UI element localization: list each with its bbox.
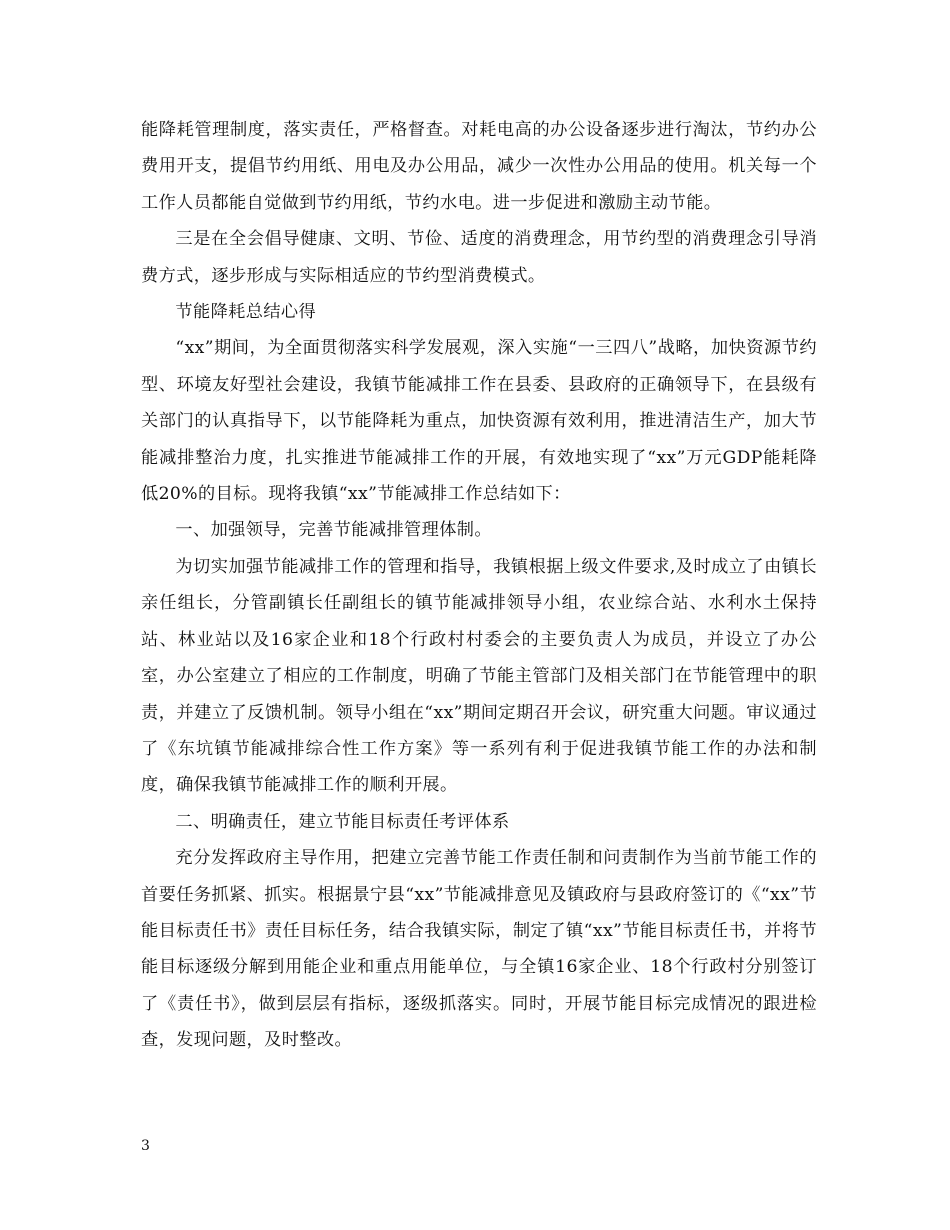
- heading-1: 一、加强领导，完善节能减排管理体制。: [175, 520, 492, 541]
- document-body: [141, 112, 817, 1059]
- heading-2: 二、明确责任，建立节能目标责任考评体系: [175, 811, 510, 832]
- paragraph-responsibility: 充分发挥政府主导作用，把建立完善节能工作责任制和问责制作为当前节能工作的首要任务抓紧、抓实。根据景宁县“xx”节能减排意见及镇政府与县政府签订的《“xx”节能目标责任书》责任目标任务，结合我镇实际，制定了镇“xx”节能目标责任书，并将节能目标逐级分解到用能企业和重点用能单位，与全镇16家企业、18个行政村分别签订了《责任书》，做到层层有指标，逐级抓落实。同时，开展节能目标完成情况的跟进检查，发现问题，及时整改。: [141, 848, 817, 1051]
- paragraph-2: 三是在全会倡导健康、文明、节俭、适度的消费理念，用节约型的消费理念引导消费方式，逐步形成与实际相适应的节约型消费模式。: [141, 229, 817, 286]
- page-number: 3: [141, 1138, 150, 1154]
- paragraph-1: 能降耗管理制度，落实责任，严格督查。对耗电高的办公设备逐步进行淘汰，节约办公费用开支，提倡节约用纸、用电及办公用品，减少一次性办公用品的使用。机关每一个工作人员都能自觉做到节约用纸，节约水电。进一步促进和激励主动节能。: [141, 120, 817, 213]
- paragraph-intro: “xx”期间，为全面贯彻落实科学发展观，深入实施“一三四八”战略，加快资源节约型、环境友好型社会建设，我镇节能减排工作在县委、县政府的正确领导下，在县级有关部门的认真指导下，以节能降耗为重点，加快资源有效利用，推进清洁生产，加大节能减排整治力度，扎实推进节能减排工作的开展，有效地实现了“xx”万元GDP能耗降低20%的目标。现将我镇“xx”节能减排工作总结如下：: [141, 338, 817, 505]
- paragraph-leadership: 为切实加强节能减排工作的管理和指导，我镇根据上级文件要求,及时成立了由镇长亲任组长，分管副镇长任副组长的镇节能减排领导小组，农业综合站、水利水土保持站、林业站以及16家企业和18个行政村村委会的主要负责人为成员，并设立了办公室，办公室建立了相应的工作制度，明确了节能主管部门及相关部门在节能管理中的职责，并建立了反馈机制。领导小组在“xx”期间定期召开会议，研究重大问题。审议通过了《东坑镇节能减排综合性工作方案》等一系列有利于促进我镇节能工作的办法和制度，确保我镇节能减排工作的顺利开展。: [141, 556, 817, 796]
- section-title: 节能降耗总结心得: [175, 302, 317, 323]
